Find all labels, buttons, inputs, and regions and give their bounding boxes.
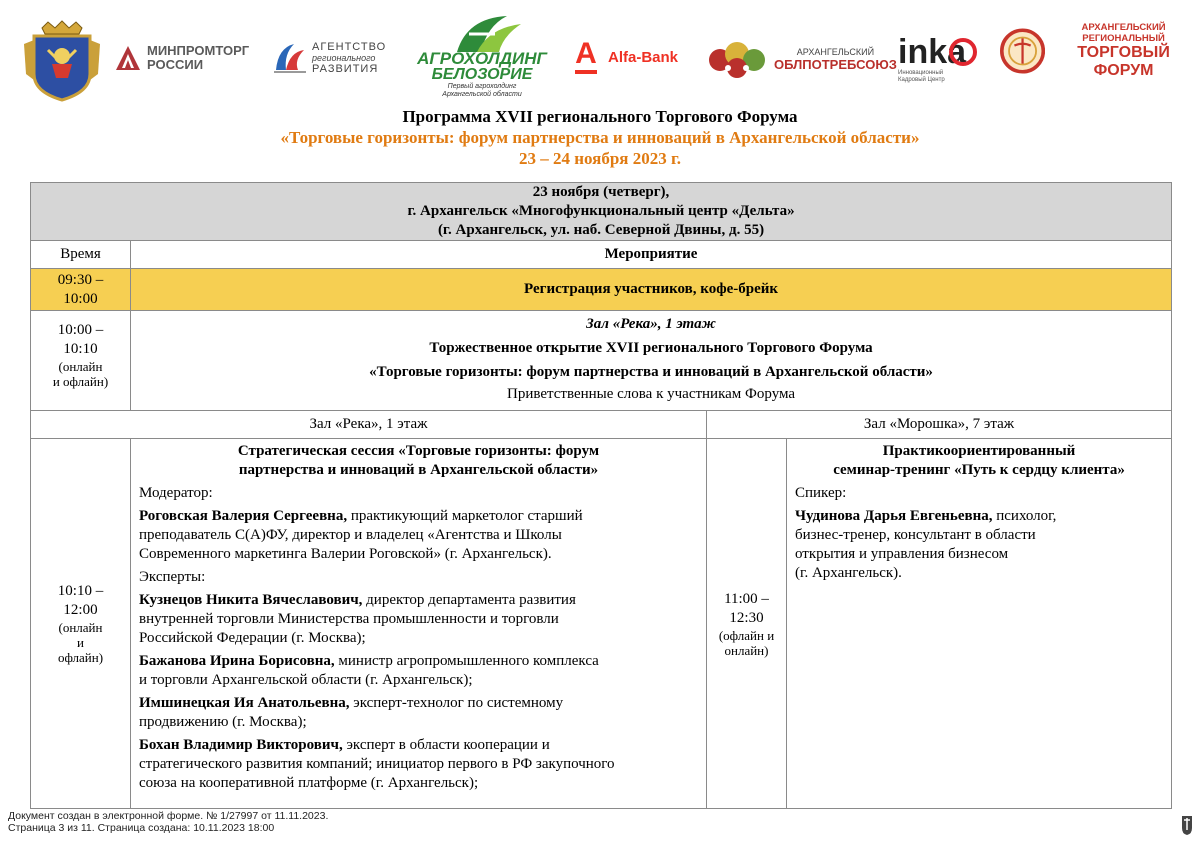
opening-title-2: «Торговые горизонты: форум партнерства и инноваций в Архангельской области» <box>369 364 933 380</box>
session-right-mode-1: (офлайн и <box>718 627 775 643</box>
hall-right: Зал «Морошка», 7 этаж <box>707 411 1172 439</box>
trade-forum-emblem-icon <box>1000 23 1045 79</box>
oblpotrebsoyuz-line2: ОБЛПОТРЕБСОЮЗ <box>774 56 897 72</box>
agency-line2: регионального <box>312 52 376 63</box>
day-address: (г. Архангельск, ул. наб. Северной Двины, д. 55) <box>437 222 765 238</box>
trade-forum-line2: ТОРГОВЫЙ ФОРУМ <box>1077 44 1170 79</box>
time-column-header: Время <box>31 241 131 269</box>
registration-time-to: 10:00 <box>63 290 98 307</box>
opening-time <box>31 311 131 411</box>
expert-desc-3: Российской Федерации (г. Москва); <box>139 630 366 646</box>
forum-dates: 23 – 24 ноября 2023 г. <box>518 149 682 168</box>
event-column-header: Мероприятие <box>131 241 1172 269</box>
session-left-mode-1: (онлайн <box>58 620 103 635</box>
oblpotrebsoyuz-emblem-icon <box>706 38 768 80</box>
opening-title-1: Торжественное открытие XVII регионального Торгового Форума <box>429 340 873 356</box>
session-right-time-from: 11:00 – <box>724 590 769 607</box>
session-right-time-to: 12:30 <box>729 609 764 626</box>
moderator-label: Модератор: <box>139 485 213 501</box>
expert-desc-2: и торговли Архангельской области (г. Архангельск); <box>139 672 473 688</box>
opening-hall: Зал «Река», 1 этаж <box>586 316 716 332</box>
registration-row <box>31 269 1172 311</box>
expert-entry <box>139 652 698 690</box>
session-left-title-2: партнерства и инноваций в Архангельской области» <box>238 462 599 478</box>
agroholding-line1: АГРОХОЛДИНГ <box>417 49 547 68</box>
expert-desc-2: внутренней торговли Министерства промышленности и торговли <box>139 611 559 627</box>
moderator-name: Роговская Валерия Сергеевна, <box>139 508 348 524</box>
inka-name: inka <box>898 33 967 71</box>
program-table <box>30 182 1172 809</box>
session-left-time-from: 10:10 – <box>57 583 104 599</box>
registration-time <box>31 269 131 311</box>
expert-entry <box>139 736 698 793</box>
expert-name: Кузнецов Никита Вячеславович, <box>139 592 363 608</box>
alfa-bank-logo <box>572 37 679 74</box>
moderator-desc-3: Современного маркетинга Валерии Роговской» (г. Архангельск). <box>139 546 552 562</box>
expert-desc-3: союза на кооперативной платформе (г. Архангельск); <box>139 775 479 791</box>
session-left-title-1: Стратегическая сессия «Торговые горизонты: форум <box>237 443 600 459</box>
speaker-name: Чудинова Дарья Евгеньевна, <box>795 508 993 524</box>
footer-emblem-icon <box>1180 814 1194 841</box>
minpromtorg-line1: МИНПРОМТОРГ <box>147 43 250 58</box>
agroholding-line2: БЕЛОЗОРИЕ <box>431 66 533 83</box>
session-right-title-1: Практикоориентированный <box>882 443 1076 459</box>
registration-title: Регистрация участников, кофе-брейк <box>131 269 1172 311</box>
inka-logo <box>898 34 978 84</box>
expert-entry <box>139 694 698 732</box>
speaker-entry <box>795 507 1163 583</box>
session-left-content <box>131 439 707 809</box>
opening-mode-1: (онлайн <box>58 359 103 374</box>
expert-name: Бохан Владимир Викторович, <box>139 737 343 753</box>
program-heading <box>0 106 1200 169</box>
agency-emblem-icon <box>272 40 308 76</box>
registration-time-from: 09:30 – <box>57 271 104 288</box>
minpromtorg-emblem-icon <box>114 44 142 72</box>
document-footer <box>8 810 328 834</box>
session-right-mode-2: онлайн) <box>724 642 769 658</box>
session-right-title-2: семинар-тренинг «Путь к сердцу клиента» <box>833 462 1125 478</box>
minpromtorg-logo <box>114 44 249 72</box>
expert-name: Имшинецкая Ия Анатольевна, <box>139 695 350 711</box>
moderator-desc-1: практикующий маркетолог старший <box>347 508 583 524</box>
logo-strip <box>0 18 1200 108</box>
opening-event <box>131 311 1172 411</box>
halls-row <box>31 411 1172 439</box>
speaker-desc-1: психолог, <box>992 508 1057 524</box>
opening-description: Приветственные слова к участникам Форума <box>506 386 796 402</box>
expert-desc-1: министр агропромышленного комплекса <box>334 653 599 669</box>
trade-forum-line1: АРХАНГЕЛЬСКИЙ РЕГИОНАЛЬНЫЙ <box>1081 22 1166 44</box>
agency-line3: РАЗВИТИЯ <box>312 62 379 75</box>
footer-doc-number: Документ создан в электронной форме. № 1/27997 от 11.11.2023. <box>8 810 329 822</box>
opening-row <box>31 311 1172 411</box>
footer-page-info: Страница 3 из 11. Страница создана: 10.11.2023 18:00 <box>8 822 275 834</box>
speaker-desc-3: открытия и управления бизнесом <box>795 546 1009 562</box>
alfa-bank-underline <box>575 70 597 74</box>
inka-sub: Инновационный Кадровый Центр <box>898 70 945 83</box>
alfa-bank-name: Alfa-Bank <box>608 48 679 66</box>
speaker-label: Спикер: <box>795 485 847 501</box>
arkhangelsk-coat-of-arms-logo <box>22 20 102 102</box>
agency-regional-development-logo <box>272 40 386 76</box>
experts-label: Эксперты: <box>139 569 206 585</box>
hall-left: Зал «Река», 1 этаж <box>31 411 707 439</box>
day-header <box>31 183 1172 241</box>
minpromtorg-line2: РОССИИ <box>147 57 204 72</box>
inka-ring-icon <box>948 37 978 67</box>
session-left-time <box>31 439 131 809</box>
moderator-desc-2: преподаватель С(А)ФУ, директор и владелец «Агентства и Школы <box>139 527 562 543</box>
session-left-mode-2: и <box>77 635 84 650</box>
alfa-bank-letter: A <box>575 37 597 70</box>
agroholding-belozorie-logo <box>412 14 552 99</box>
sessions-row <box>31 439 1172 809</box>
session-right-time <box>707 439 787 809</box>
speaker-desc-4: (г. Архангельск). <box>795 565 902 581</box>
opening-mode-2: и офлайн) <box>52 374 109 389</box>
moderator-entry <box>139 507 698 564</box>
agency-line1: АГЕНТСТВО <box>312 40 387 53</box>
forum-name: «Торговые горизонты: форум партнерства и инноваций в Архангельской области» <box>280 128 920 147</box>
day-date: 23 ноября (четверг), <box>532 184 670 200</box>
day-venue: г. Архангельск «Многофункциональный центр «Дельта» <box>407 203 795 219</box>
expert-desc-2: стратегического развития компаний; инициатор первого в РФ закупочного <box>139 756 615 772</box>
session-left-time-to: 12:00 <box>63 602 98 618</box>
program-title: Программа XVII регионального Торгового Форума <box>402 107 798 126</box>
expert-desc-1: директор департамента развития <box>362 592 576 608</box>
speaker-desc-2: бизнес-тренер, консультант в области <box>795 527 1036 543</box>
opening-time-from: 10:00 – <box>57 322 104 338</box>
column-header-row <box>31 241 1172 269</box>
trade-forum-logo <box>1000 22 1200 80</box>
agroholding-leaf-icon <box>437 14 527 54</box>
oblpotrebsoyuz-logo <box>706 38 897 80</box>
agroholding-line3: Первый агрохолдинг <box>447 83 517 90</box>
session-right-content <box>787 439 1172 809</box>
expert-desc-2: продвижению (г. Москва); <box>139 714 307 730</box>
expert-desc-1: эксперт в области кооперации и <box>342 737 550 753</box>
agroholding-line4: Архангельской области <box>442 91 522 98</box>
expert-entry <box>139 591 698 648</box>
expert-desc-1: эксперт-технолог по системному <box>349 695 564 711</box>
expert-name: Бажанова Ирина Борисовна, <box>139 653 335 669</box>
oblpotrebsoyuz-line1: АРХАНГЕЛЬСКИЙ <box>796 46 875 57</box>
day-header-row <box>31 183 1172 241</box>
session-left-mode-3: офлайн) <box>57 650 104 665</box>
opening-time-to: 10:10 <box>63 341 98 357</box>
